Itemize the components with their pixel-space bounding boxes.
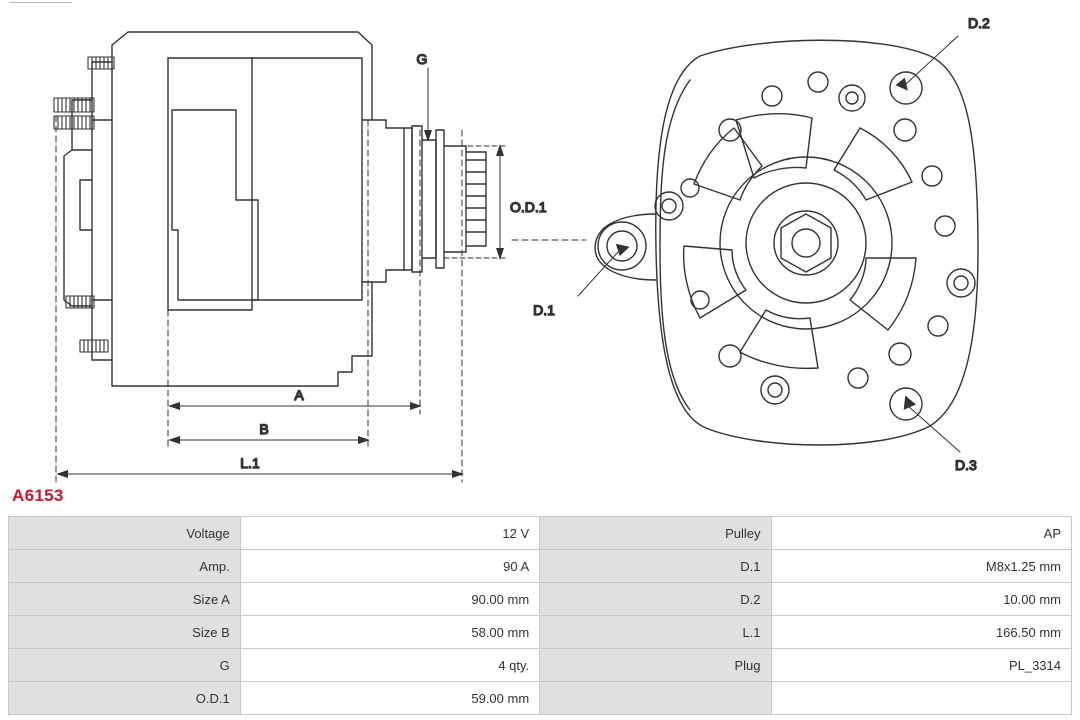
spec-value-pulley: AP xyxy=(771,517,1071,550)
label-d3: D.3 xyxy=(955,457,977,473)
label-od1: O.D.1 xyxy=(510,199,547,215)
spec-value-size-b: 58.00 mm xyxy=(240,616,539,649)
spec-value-amp: 90 A xyxy=(240,550,539,583)
spec-value-od1: 59.00 mm xyxy=(240,682,539,715)
spec-value-l1: 166.50 mm xyxy=(771,616,1071,649)
label-b: B xyxy=(259,421,269,437)
spec-value-g: 4 qty. xyxy=(240,649,539,682)
table-row xyxy=(9,583,1072,616)
spec-label-od1: O.D.1 xyxy=(9,682,241,715)
spec-value-plug: PL_3314 xyxy=(771,649,1071,682)
dimension-lines-side-view xyxy=(56,68,586,482)
table-row xyxy=(9,517,1072,550)
table-row xyxy=(9,550,1072,583)
spec-value-voltage: 12 V xyxy=(240,517,539,550)
spec-label-l1: L.1 xyxy=(540,616,771,649)
label-d1: D.1 xyxy=(533,302,555,318)
spec-label-size-b: Size B xyxy=(9,616,241,649)
spec-label-size-a: Size A xyxy=(9,583,241,616)
part-number: A6153 xyxy=(12,486,64,505)
spec-label-d2: D.2 xyxy=(540,583,771,616)
spec-label-d1: D.1 xyxy=(540,550,771,583)
table-row xyxy=(9,616,1072,649)
spec-label-plug: Plug xyxy=(540,649,771,682)
front-view-leaders xyxy=(578,36,960,452)
table-row xyxy=(9,649,1072,682)
label-l1: L.1 xyxy=(240,455,260,471)
label-g: G xyxy=(416,51,428,67)
spec-empty-value xyxy=(771,682,1071,715)
spec-value-d2: 10.00 mm xyxy=(771,583,1071,616)
spec-value-size-a: 90.00 mm xyxy=(240,583,539,616)
spec-value-d1: M8x1.25 mm xyxy=(771,550,1071,583)
spec-label-g: G xyxy=(9,649,241,682)
spec-label-amp: Amp. xyxy=(9,550,241,583)
spec-label-voltage: Voltage xyxy=(9,517,241,550)
spec-label-pulley: Pulley xyxy=(540,517,771,550)
front-view-body xyxy=(595,40,978,445)
label-d2: D.2 xyxy=(968,15,990,31)
spec-empty-label xyxy=(540,682,771,715)
specifications-table xyxy=(8,516,1072,715)
table-row xyxy=(9,682,1072,715)
label-a: A xyxy=(294,387,304,403)
side-view-body xyxy=(54,32,486,386)
